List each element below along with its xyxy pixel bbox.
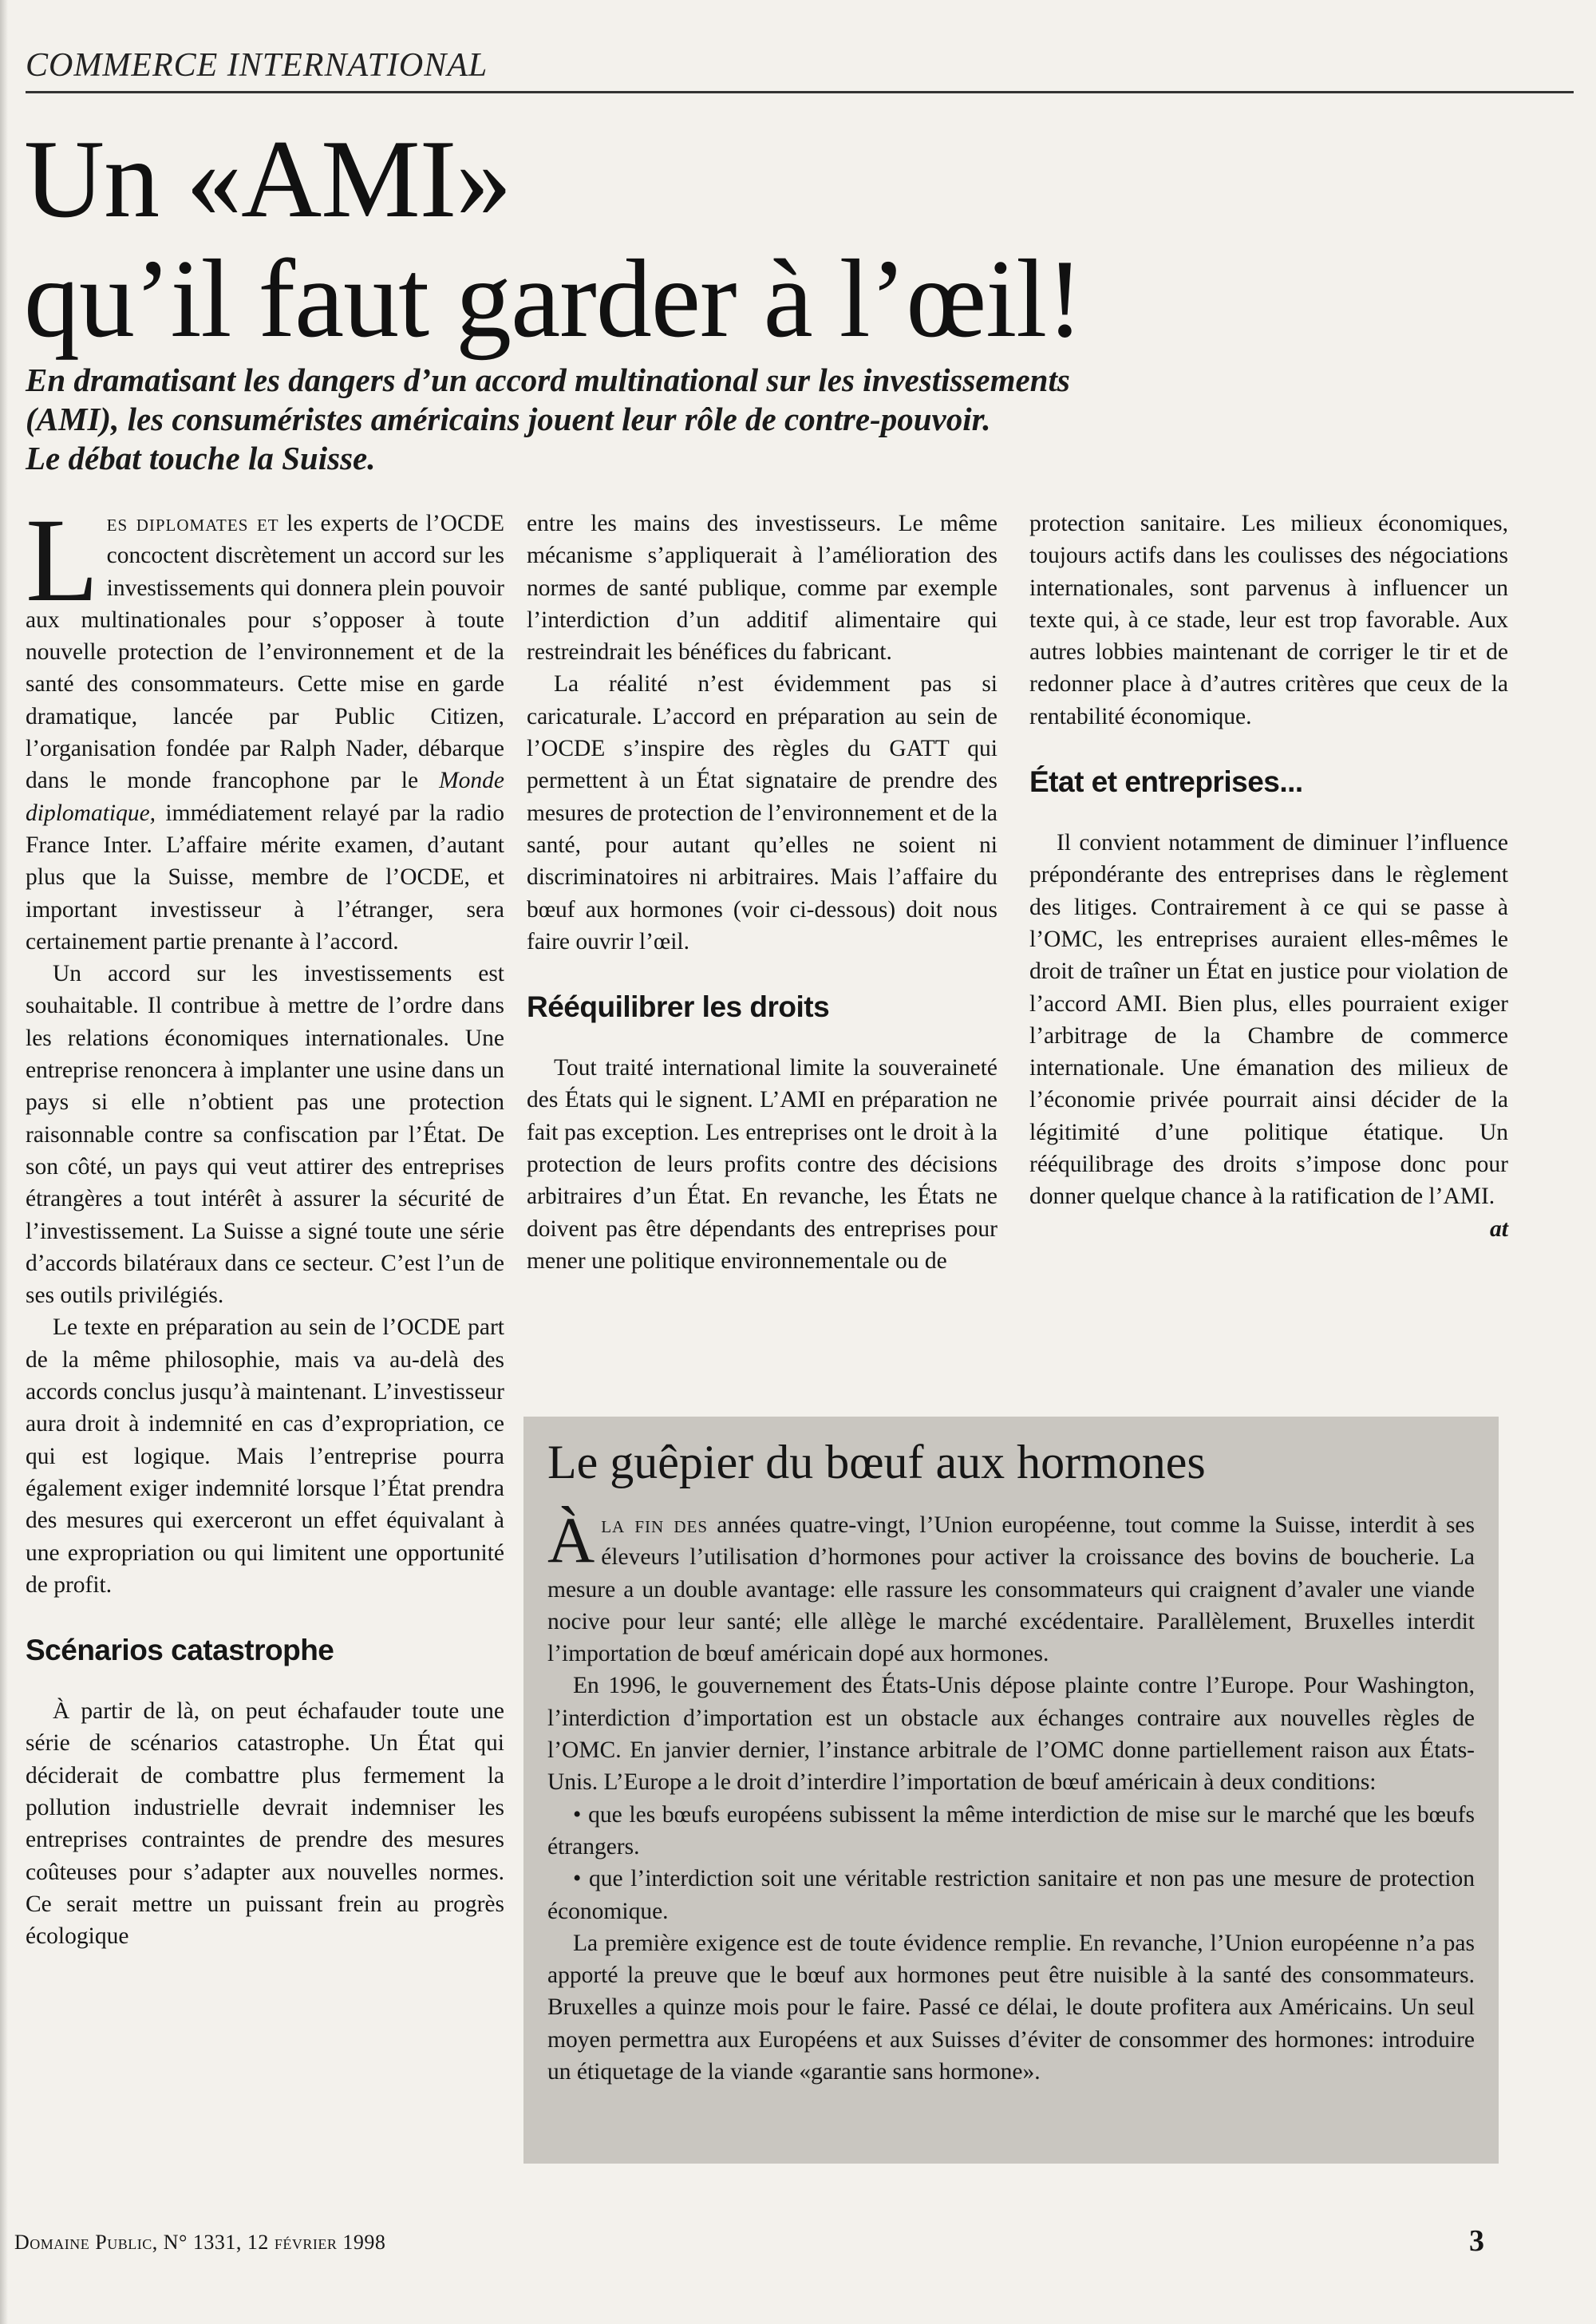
headline-line-2: qu’il faut garder à l’œil! (24, 237, 1083, 361)
article-column-3 (1029, 508, 1508, 1245)
paragraph-text: immédiatement relayé par la radio France Inter. L’affaire mérite examen, d’autant plus que la Suisse, membre de l’OCDE, et important investisseur à l’étranger, sera certainement partie prenante à l’accord. (26, 800, 504, 955)
opening-smallcaps: es diplomates et (106, 511, 279, 536)
lede-line-1: En dramatisant les dangers d’un accord multinational sur les investissements (26, 362, 1070, 398)
article-paragraph-2: Un accord sur les investissements est souhaitable. Il contribue à mettre de l’ordre dans les relations économiques internationales. Une entreprise renoncera à implanter une usine dans un pays si elle n’obtient pas une protection raisonnable contre sa confiscation par l’État. De son côté, un pays qui veut attirer des entreprises étrangères a tout intérêt à assurer la sécurité de l’investissement. La Suisse a signé toute une série d’accords bilatéraux dans ce secteur. C’est l’un de ses outils privilégiés. (26, 961, 504, 1309)
sidebar-box (523, 1417, 1499, 2164)
italic-text: Monde diplomatique, (26, 768, 504, 826)
lede (26, 361, 1542, 478)
sidebar-title: Le guêpier du bœuf aux hormones (547, 1436, 1206, 1488)
lede-line-3: Le débat touche la Suisse. (26, 440, 376, 476)
sidebar-bullet-2: • que l’interdiction soit une véritable restriction sanitaire et non pas une mesure de protection économique. (547, 1866, 1475, 1924)
sidebar-drop-cap: À (547, 1504, 595, 1576)
headline (24, 117, 1540, 361)
subheading-reequilibrer: Rééquilibrer les droits (527, 990, 830, 1024)
footer-publication: Domaine Public, N° 1331, 12 février 1998 (14, 2231, 386, 2254)
article-paragraph-8: protection sanitaire. Les milieux économiques, toujours actifs dans les coulisses des négociations internationales, sont parvenus à influencer un texte qui, à ce stade, leur est trop favorable. Aux autres lobbies maintenant de corriger le tir et de redonner place à d’autres critères que ceux de la rentabilité économique. (1029, 511, 1508, 729)
article-paragraph-3: Le texte en préparation au sein de l’OCDE part de la même philosophie, mais va au-delà des accords conclus jusqu’à maintenant. L’investisseur aura droit à indemnité en cas d’expropriation, ce qui est logique. Mais l’entreprise pourra également exiger indemnité lorsque l’État prendra des mesures qui exerceront un effet équivalant à une expropriation ou qui limitent une opportunité de profit. (26, 1314, 504, 1598)
article-column-1 (26, 494, 504, 1952)
paragraph-text: Il convient notamment de diminuer l’influence prépondérante des entreprises dans le règlement des litiges. Contrairement à ce qui se passe à l’OMC, les entreprises auraient elles-mêmes le droit de traîner un État en justice pour violation de l’accord AMI. Bien plus, elles pourraient exiger l’arbitrage de la Chambre de commerce internationale. Une émanation des milieux de l’économie privée pourrait ainsi décider de la légitimité d’une politique étatique. Un rééquilibrage des droits s’impose donc pour donner quelque chance à la ratification de l’AMI. (1029, 830, 1508, 1210)
section-rubric: COMMERCE INTERNATIONAL (26, 47, 488, 84)
lede-line-2: (AMI), les consuméristes américains jouent leur rôle de contre-pouvoir. (26, 401, 991, 437)
article-paragraph-4: À partir de là, on peut échafauder toute une série de scénarios catastrophe. Un État qui déciderait de combattre plus fermement la pollution industrielle devrait indemniser les entreprises contraintes de prendre des mesures coûteuses pour s’adapter aux nouvelles normes. Ce serait mettre un puissant frein au progrès écologique (26, 1698, 504, 1950)
article-paragraph-7: Tout traité international limite la souveraineté des États qui le signent. L’AMI en préparation ne fait pas exception. Les entreprises ont le droit à la protection de leurs profits contre des décisions arbitraires d’un État. En revanche, les États ne doivent pas être dépendants des entreprises pour mener une politique environnementale ou de (527, 1055, 998, 1274)
header-rule (26, 91, 1574, 93)
article-column-2 (527, 508, 998, 1277)
scan-edge-shadow (0, 0, 8, 2324)
subheading-scenarios: Scénarios catastrophe (26, 1634, 334, 1667)
sidebar-text (547, 1504, 1475, 2088)
sidebar-opening-smallcaps: la fin des (601, 1512, 709, 1538)
article-paragraph-1 (26, 494, 504, 958)
subheading-etat: État et entreprises... (1029, 765, 1303, 799)
author-signature: at (1490, 1215, 1508, 1242)
paragraph-text: les experts de l’OCDE concoctent discrètement un accord sur les investissements qui donnera plein pouvoir aux multinationales pour s’opposer à toute nouvelle protection de l’environnement et de la santé des consommateurs. Cette mise en garde dramatique, lancée par Public Citizen, l’organisation fondée par Ralph Nader, débarque dans le monde francophone par le (26, 511, 504, 794)
page-number: 3 (1469, 2224, 1484, 2258)
sidebar-paragraph-3: La première exigence est de toute évidence remplie. En revanche, l’Union européenne n’a pas apporté la preuve que le bœuf aux hormones peut être nuisible à la santé des consommateurs. Bruxelles a quinze mois pour le faire. Passé ce délai, le doute profitera aux Américains. Un seul moyen permettra aux Européens et aux Suisses d’éviter de consommer des hormones: introduire un étiquetage de la viande «garantie sans hormone». (547, 1930, 1475, 2085)
article-paragraph-9 (1029, 827, 1508, 1242)
sidebar-paragraph-2: En 1996, le gouvernement des États-Unis dépose plainte contre l’Europe. Pour Washington, l’interdiction d’importation est un obstacle aux échanges contraire aux nouvelles règles de l’OMC. En janvier dernier, l’instance arbitrale de l’OMC donne partiellement raison aux États-Unis. L’Europe a le droit d’interdire l’importation de bœuf américain à deux conditions: (547, 1673, 1475, 1796)
article-paragraph-6: La réalité n’est évidemment pas si caricaturale. L’accord en préparation au sein de l’OCDE s’inspire des règles du GATT qui permettent à un État signataire de prendre des mesures de protection de l’environnement et de la santé, pour autant qu’elles ne soient ni discriminatoires ni arbitraires. Mais l’affaire du bœuf aux hormones (voir ci-dessous) doit nous faire ouvrir l’œil. (527, 671, 998, 955)
paragraph-text: années quatre-vingt, l’Union européenne, tout comme la Suisse, interdit à ses éleveurs l’utilisation d’hormones pour activer la croissance des bovins de boucherie. La mesure a un double avantage: elle rassure les consommateurs qui craignent d’avaler une viande nocive pour leur santé; elle allège le marché excédentaire. Parallèlement, Bruxelles interdit l’importation de bœuf américain dopé aux hormones. (547, 1512, 1475, 1667)
article-paragraph-5: entre les mains des investisseurs. Le même mécanisme s’appliquerait à l’amélioration des normes de santé publique, comme par exemple l’interdiction d’un additif alimentaire qui restreindrait les bénéfices du fabricant. (527, 511, 998, 666)
sidebar-paragraph-1 (547, 1504, 1475, 1670)
sidebar-bullet-1: • que les bœufs européens subissent la même interdiction de mise sur le marché que les bœufs étrangers. (547, 1801, 1475, 1860)
headline-line-1: Un «AMI» (24, 117, 512, 241)
drop-cap: L (26, 494, 99, 626)
